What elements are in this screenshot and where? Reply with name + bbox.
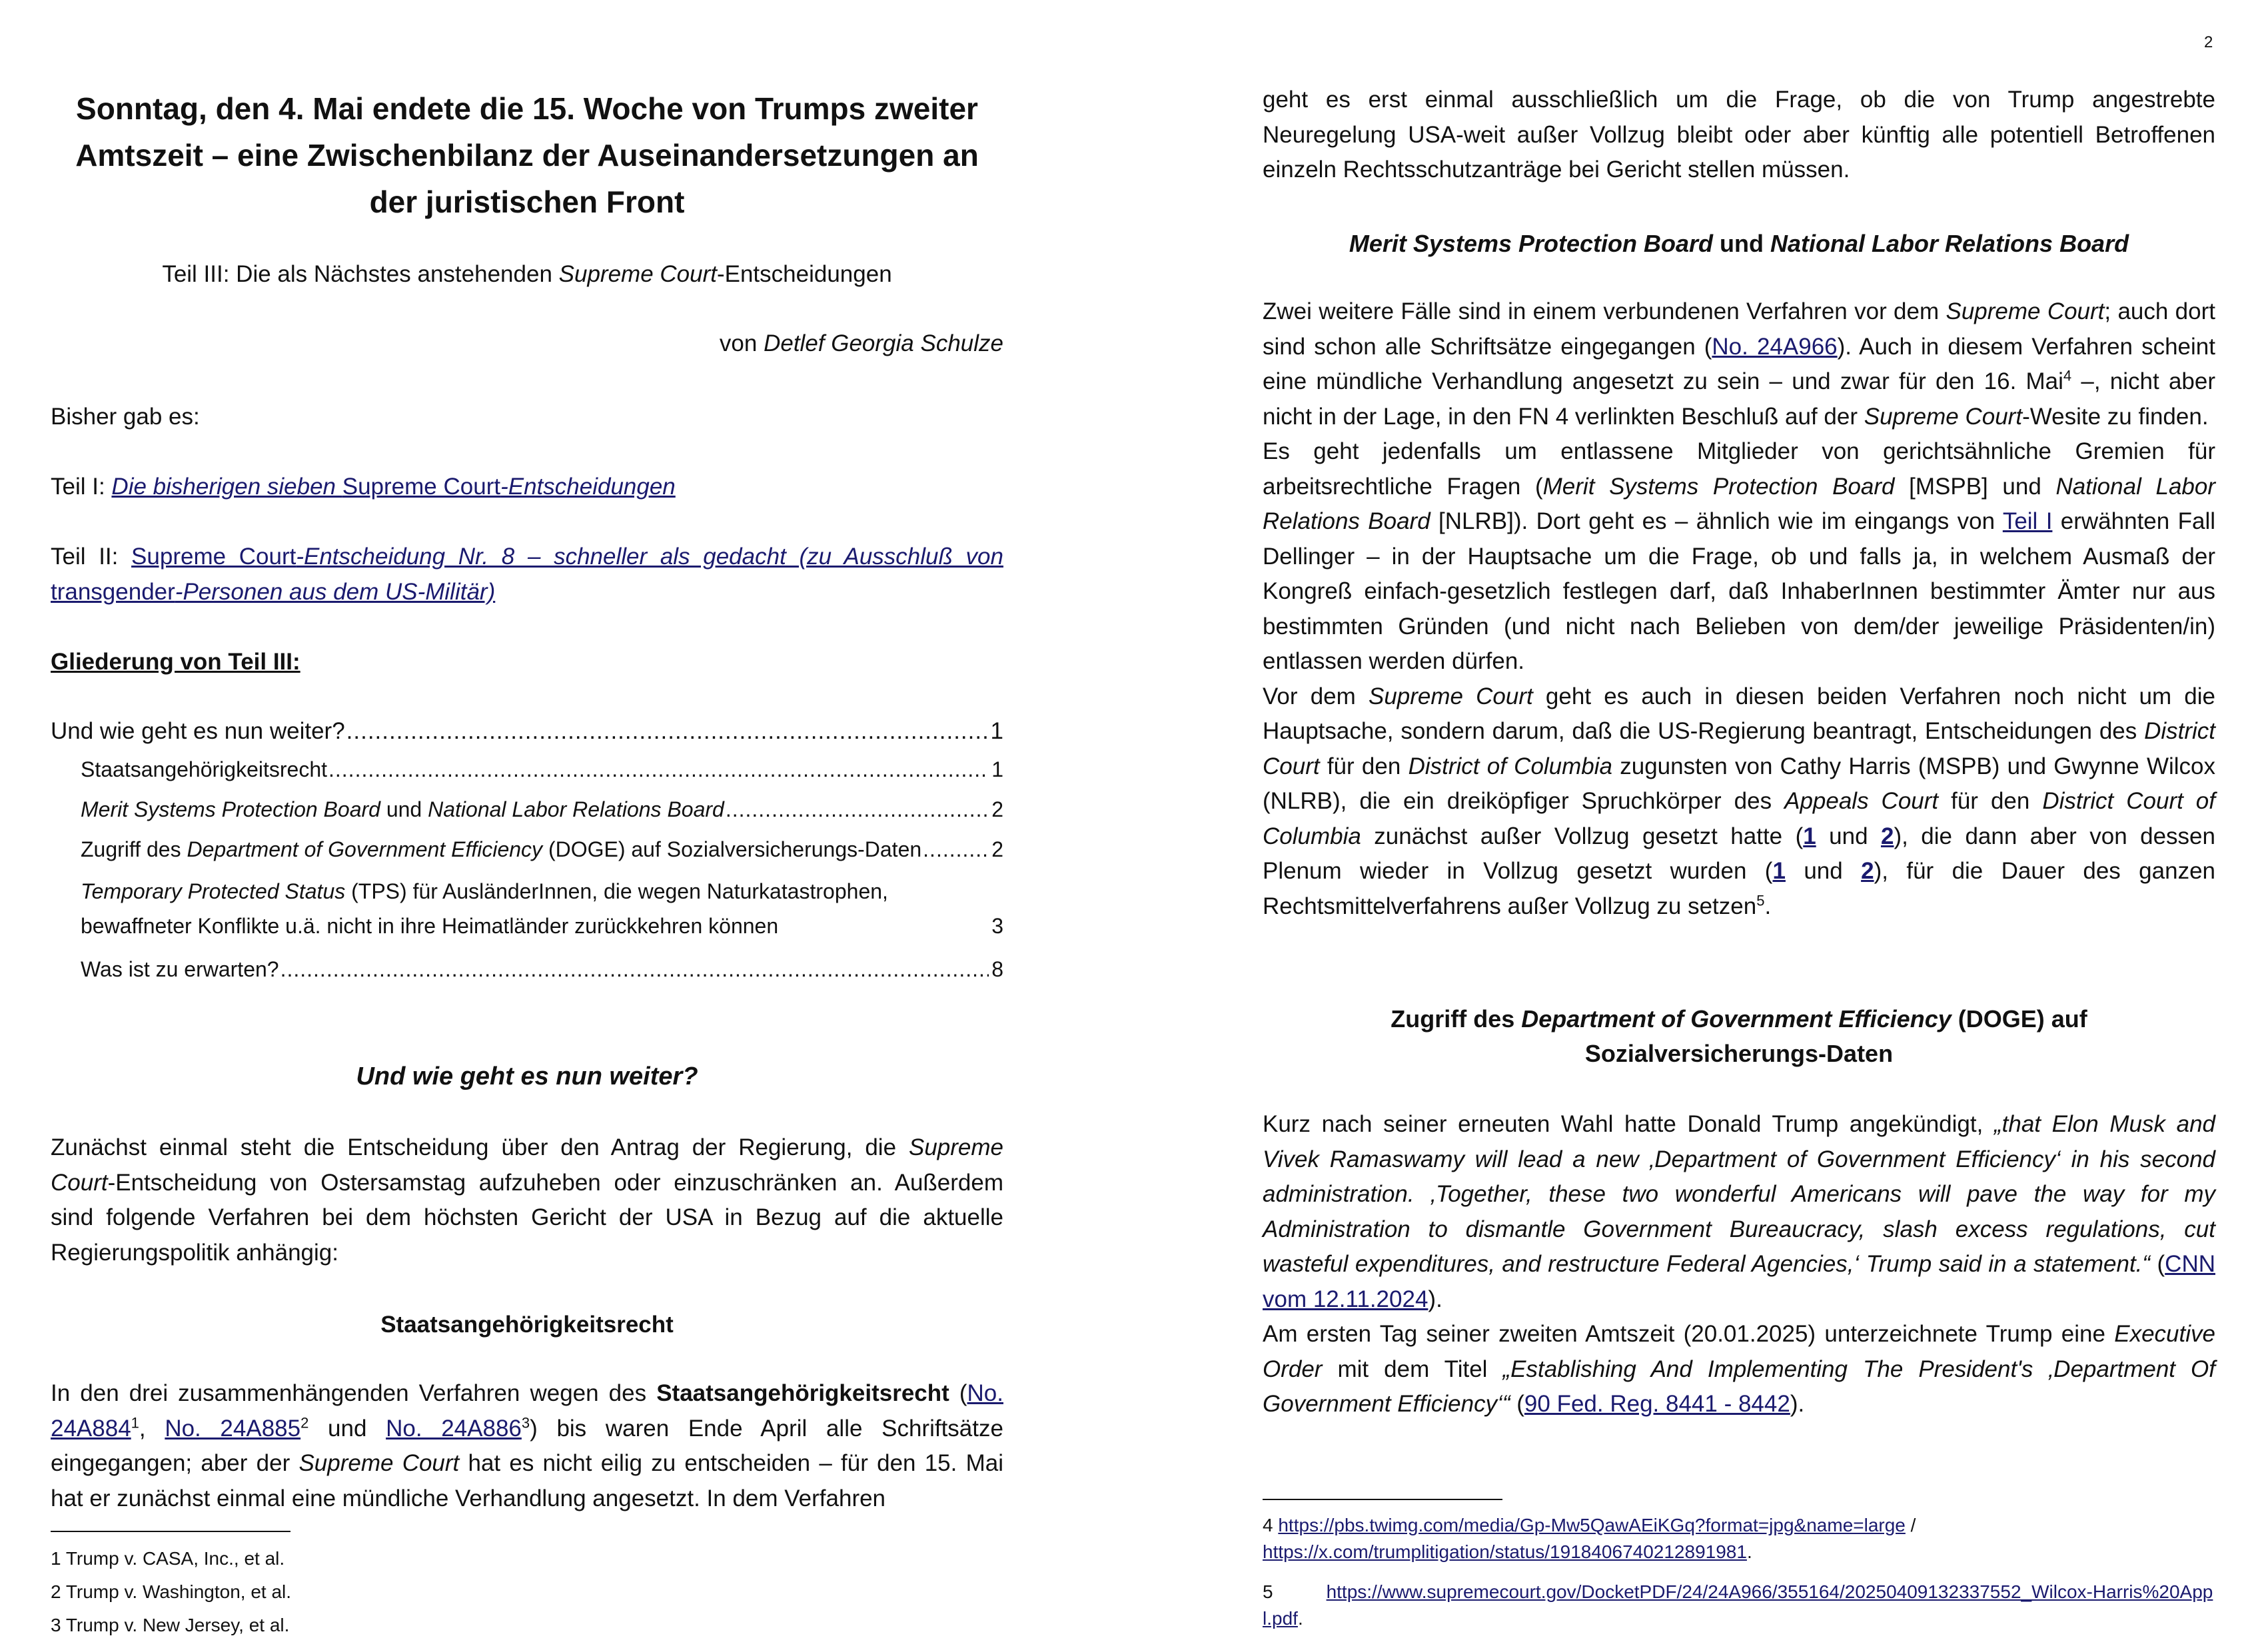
plenum-link-2[interactable]: 2 bbox=[1861, 858, 1874, 884]
fed-reg-link[interactable]: 90 Fed. Reg. 8441 - 8442 bbox=[1524, 1391, 1790, 1417]
toc-entry-erwarten[interactable]: Was ist zu erwarten? ..... 8 bbox=[81, 957, 1003, 982]
footnote-2: 2 Trump v. Washington, et al. bbox=[51, 1581, 292, 1602]
appeals-link-1[interactable]: 1 bbox=[1803, 823, 1816, 849]
toc-entry-staatsangehoerigkeitsrecht[interactable]: Staatsangehörigkeitsrecht ..... 1 bbox=[81, 757, 1003, 782]
cnn-link[interactable]: CNN vom 12.11.2024 bbox=[1263, 1251, 2215, 1312]
docket-link-24a886[interactable]: No. 24A886 bbox=[386, 1415, 522, 1442]
right-paragraph-3: Kurz nach seiner erneuten Wahl hatte Donald Trump angekündigt, „that Elon Musk and Vivek Ramaswamy will lead a new ‚Department of Government Efficiency‘ in his second administration. ‚Together, these two wonderful Americans will pave the way for my Administration to dismantle Government Bureaucracy, slash excess regulations, cut wasteful expenditures, and restructure Federal Agencies,‘ Trump said in a statement.“ (CNN vom 12.11.2024). Am ersten Tag seiner zweiten Amtszeit (20.01.2025) unterzeichnete Trump eine Executive Order mit dem Titel „Establishing And Implementing The President's ‚Department Of Government Efficiency‘“ (90 Fed. Reg. 8441 - 8442). bbox=[1263, 1111, 2215, 1417]
part-1-link[interactable]: Die bisherigen sieben Supreme Court-Entscheidungen bbox=[111, 474, 676, 500]
document-subtitle: Teil III: Die als Nächstes anstehenden Supreme Court-Entscheidungen bbox=[162, 261, 892, 287]
author-name: Detlef Georgia Schulze bbox=[764, 330, 1003, 356]
footnote-5: 5 https://www.supremecourt.gov/DocketPDF/24/24A966/355164/20250409132337552_Wilcox-Harris%20Appl.pdf. bbox=[1263, 1581, 2213, 1629]
footnote-1: 1 Trump v. CASA, Inc., et al. bbox=[51, 1548, 285, 1569]
intro-text: Bisher gab es: bbox=[51, 404, 200, 430]
body-paragraph-2: In den drei zusammenhängenden Verfahren wegen des Staatsangehörigkeitsrecht (No. $24A884^1$, No. $24A885^2$ und No. $24A886^3$) bis waren Ende April alle Schriftsätze eingegangen; aber der Supreme Court hat es nicht eilig zu entscheiden – für den 15. Mai hat er zunächst einmal eine mündliche Verhandlung angesetzt. In dem Verfahren bbox=[51, 1380, 1003, 1511]
part-1-inline-link[interactable]: Teil I bbox=[2002, 508, 2053, 534]
docket-link-24a885[interactable]: No. 24A885 bbox=[165, 1415, 301, 1442]
supremecourt-pdf-link[interactable]: https://www.supremecourt.gov/DocketPDF/24/24A966/355164/20250409132337552_Wilcox-Harris%20Appl.pdf bbox=[1263, 1581, 2213, 1629]
plenum-link-1[interactable]: 1 bbox=[1772, 858, 1786, 884]
twimg-link[interactable]: https://pbs.twimg.com/media/Gp-Mw5QawAEiKGq?format=jpg&name=large bbox=[1278, 1515, 1906, 1535]
toc-entry-tps[interactable]: Temporary Protected Status (TPS) für AusländerInnen, die wegen Naturkatastrophen, bewaffneter Konflikte u.ä. nicht in ihre Heimatländer zurückkehren können 3 bbox=[81, 879, 1003, 938]
footnote-3: 3 Trump v. New Jersey, et al. bbox=[51, 1615, 290, 1635]
toc-entry-mspb-nlrb[interactable]: Merit Systems Protection Board und National Labor Relations Board ..... 2 bbox=[81, 797, 1003, 822]
byline: von Detlef Georgia Schulze bbox=[719, 330, 1003, 356]
docket-link-24a884[interactable]: No. 24A884 bbox=[51, 1380, 1003, 1442]
appeals-link-2[interactable]: 2 bbox=[1881, 823, 1894, 849]
x-status-link[interactable]: https://x.com/trumplitigation/status/1918406740212891981 bbox=[1263, 1541, 1747, 1562]
document-title: Sonntag, den 4. Mai endete die 15. Woche von Trumps zweiter Amtszeit – eine Zwischenbilanz der Auseinandersetzungen an der juristischen Front bbox=[75, 91, 979, 219]
footnote-rule-right bbox=[1263, 1499, 1502, 1500]
footnote-rule bbox=[51, 1531, 290, 1532]
section-heading-mspb-nlrb: Merit Systems Protection Board und National Labor Relations Board bbox=[1349, 230, 2129, 257]
right-paragraph-2: Zwei weitere Fälle sind in einem verbundenen Verfahren vor dem Supreme Court; auch dort sind schon alle Schriftsätze eingegangen (No. 24A966). Auch in diesem Verfahren scheint eine mündliche Verhandlung angesetzt zu sein – und zwar für den 16. Mai$^4$ –, nicht aber nicht in der Lage, in den FN 4 verlinkten Beschluß auf der Supreme Court-Wesite zu finden. Es geht jedenfalls um entlassene Mitglieder von gerichtsähnliche Gremien für arbeitsrechtliche Fragen (Merit Systems Protection Board [MSPB] und National Labor Relations Board [NLRB]). Dort geht es – ähnlich wie im eingangs von Teil I erwähnten Fall Dellinger – in der Hauptsache um die Frage, ob und falls ja, in welchem Ausmaß der Kongreß einfach-gesetzlich festlegen darf, daß InhaberInnen bestimmter Ämter nur aus bestimmten Gründen (und nicht nach Belieben von dem/der jeweilige Präsidenten/in) entlassen werden dürfen. Vor dem Supreme Court geht es auch in diesen beiden Verfahren noch nicht um die Hauptsache, sondern darum, daß die US-Regierung beantragt, Entscheidungen des District Court für den District of Columbia zugunsten von Cathy Harris (MSPB) und Gwynne Wilcox (NLRB), die ein dreiköpfiger Spruchkörper des Appeals Court für den District Court of Columbia zunächst außer Vollzug gesetzt hatte (1 und 2), die dann aber von dessen Plenum wieder in Vollzug gesetzt wurden (1 und 2), für die Dauer des ganzen Rechtsmittelverfahrens außer Vollzug zu setzen$^5$. bbox=[1263, 298, 2216, 919]
body-paragraph-1: Zunächst einmal steht die Entscheidung über den Antrag der Regierung, die Supreme Court-Entscheidung von Ostersamstag aufzuheben oder einzuschränken an. Außerdem sind folgende Verfahren bei dem höchsten Gericht der USA in Bezug auf die aktuelle Regierungspolitik anhängig: bbox=[51, 1134, 1003, 1266]
section-heading-weiter: Und wie geht es nun weiter? bbox=[356, 1062, 698, 1090]
page-number: 2 bbox=[2204, 33, 2213, 51]
toc-entry-main[interactable]: Und wie geht es nun weiter? ..... 1 bbox=[51, 718, 1003, 745]
previous-part-2: Teil II: Supreme Court-Entscheidung Nr. 8 – schneller als gedacht (zu Ausschluß von transgender-Personen aus dem US-Militär) bbox=[51, 544, 1003, 605]
footnote-4: 4 https://pbs.twimg.com/media/Gp-Mw5QawAEiKGq?format=jpg&name=large / https://x.com/trumplitigation/status/1918406740212891981. bbox=[1263, 1515, 1916, 1562]
section-heading-doge: Zugriff des Department of Government Efficiency (DOGE) auf Sozialversicherungs-Daten bbox=[1391, 1005, 2087, 1067]
previous-part-1: Teil I: Die bisherigen sieben Supreme Court-Entscheidungen bbox=[51, 474, 676, 500]
right-paragraph-1: geht es erst einmal ausschließlich um die Frage, ob die von Trump angestrebte Neuregelung USA-weit außer Vollzug bleibt oder aber künftig alle potentiell Betroffenen einzeln Rechtsschutzanträge bei Gericht stellen müssen. bbox=[1263, 87, 2215, 183]
part-2-link[interactable]: Supreme Court-Entscheidung Nr. 8 – schneller als gedacht (zu Ausschluß von transgender-Personen aus dem US-Militär) bbox=[51, 544, 1003, 605]
docket-link-24a966[interactable]: No. 24A966 bbox=[1712, 333, 1838, 360]
toc-heading: Gliederung von Teil III: bbox=[51, 649, 300, 675]
toc-entry-doge[interactable]: Zugriff des Department of Government Efficiency (DOGE) auf Sozialversicherungs-Daten ..... 2 bbox=[81, 837, 1003, 862]
section-heading-staatsangehoerigkeitsrecht: Staatsangehörigkeitsrecht bbox=[380, 1312, 674, 1338]
